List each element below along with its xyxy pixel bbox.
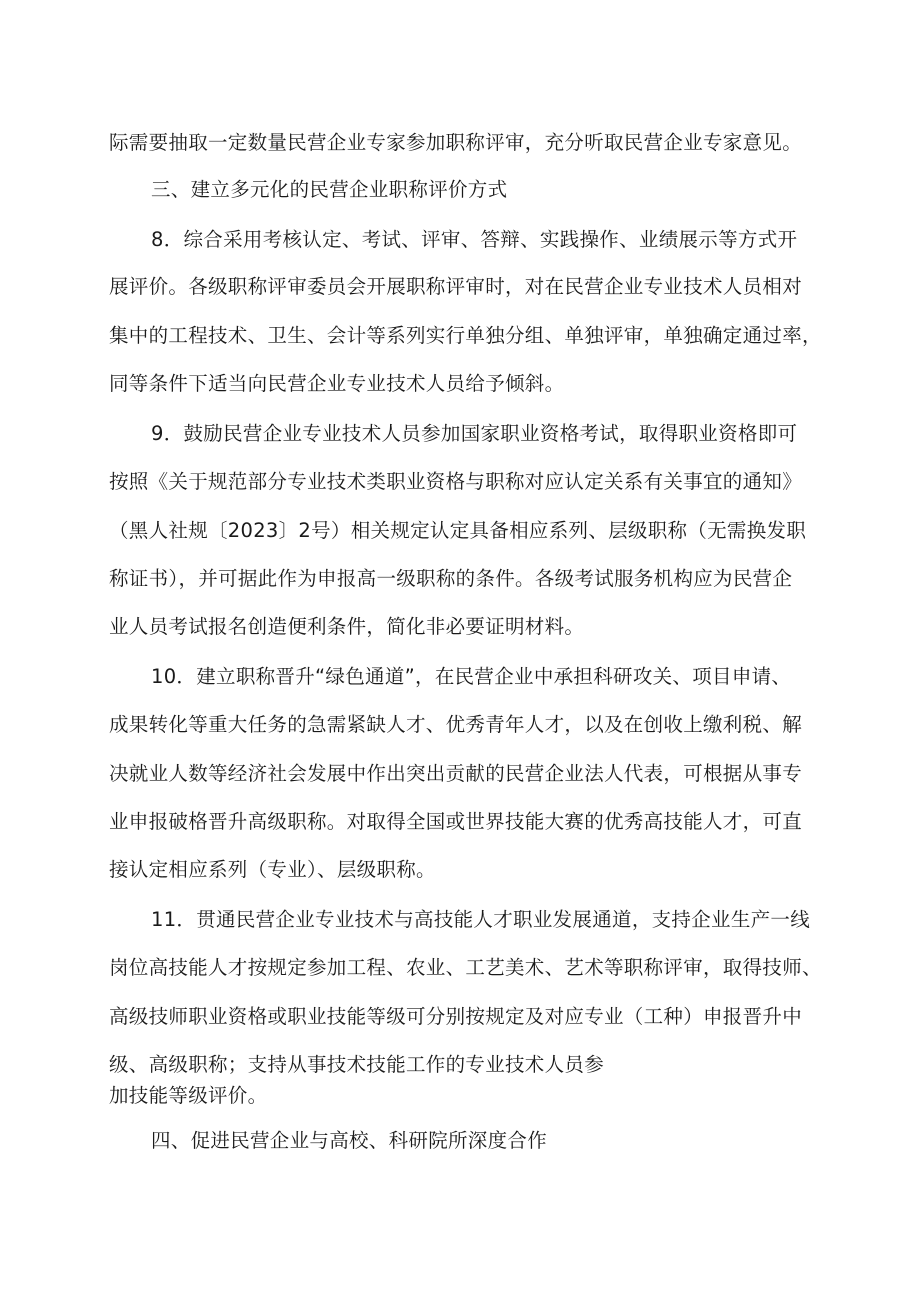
paragraph-line: 加技能等级评价。 — [109, 1084, 268, 1107]
paragraph-line: 级、高级职称；支持从事技术技能工作的专业技术人员参 — [109, 1053, 605, 1076]
paragraph-line: 岗位高技能人才按规定参加工程、农业、工艺美术、艺术等职称评审，取得技师、 — [109, 956, 822, 979]
paragraph-line: 9．鼓励民营企业专业技术人员参加国家职业资格考试，取得职业资格即可 — [151, 422, 798, 445]
paragraph-line: 11．贯通民营企业专业技术与高技能人才职业发展通道，支持企业生产一线 — [151, 908, 811, 931]
paragraph-line: 10．建立职称晋升“绿色通道”，在民营企业中承担科研攻关、项目申请、 — [151, 665, 792, 688]
paragraph-line: 展评价。各级职称评审委员会开展职称评审时，对在民营企业专业技术人员相对 — [109, 275, 803, 298]
paragraph-line: 业人员考试报名创造便利条件，简化非必要证明材料。 — [109, 615, 585, 638]
paragraph-line: 接认定相应系列（专业）、层级职称。 — [109, 858, 436, 881]
paragraph-line: （黑人社规〔2023〕2号）相关规定认定具备相应系列、层级职称（无需换发职 — [109, 519, 807, 542]
paragraph-line: 际需要抽取一定数量民营企业专家参加职称评审，充分听取民营企业专家意见。 — [109, 131, 803, 154]
paragraph-line: 集中的工程技术、卫生、会计等系列实行单独分组、单独评审，单独确定通过率， — [109, 324, 822, 347]
paragraph-line: 决就业人数等经济社会发展中作出突出贡献的民营企业法人代表，可根据从事专 — [109, 762, 803, 785]
paragraph-line: 成果转化等重大任务的急需紧缺人才、优秀青年人才，以及在创收上缴利税、解 — [109, 713, 803, 736]
paragraph-line: 业申报破格晋升高级职称。对取得全国或世界技能大赛的优秀高技能人才，可直 — [109, 810, 803, 833]
paragraph-line: 称证书），并可据此作为申报高一级职称的条件。各级考试服务机构应为民营企 — [109, 567, 793, 590]
paragraph-line: 高级技师职业资格或职业技能等级可分别按规定及对应专业（工种）申报晋升中 — [109, 1005, 803, 1028]
paragraph-line: 按照《关于规范部分专业技术类职业资格与职称对应认定关系有关事宜的通知》 — [109, 470, 803, 493]
paragraph-line: 8．综合采用考核认定、考试、评审、答辩、实践操作、业绩展示等方式开 — [151, 228, 798, 251]
paragraph-line: 同等条件下适当向民营企业专业技术人员给予倾斜。 — [109, 372, 565, 395]
section-heading: 三、建立多元化的民营企业职称评价方式 — [151, 178, 508, 201]
section-heading: 四、促进民营企业与高校、科研院所深度合作 — [151, 1129, 548, 1152]
